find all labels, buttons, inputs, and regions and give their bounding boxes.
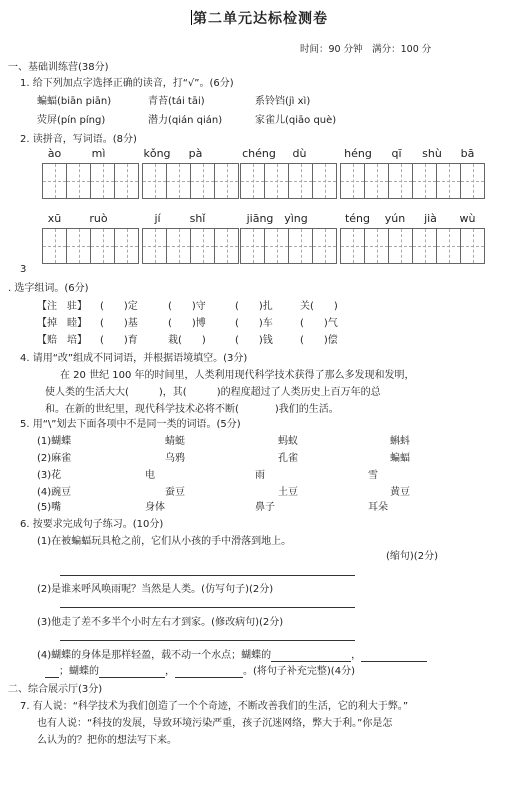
pinyin-label: dù (292, 147, 307, 160)
writing-grid[interactable] (240, 163, 337, 199)
section-2-heading: 二、综合展示厅(3分) (8, 684, 103, 695)
writing-grid[interactable] (42, 228, 139, 264)
q3-blank[interactable]: 栽( ) (168, 335, 206, 346)
answer-blank[interactable] (45, 666, 59, 678)
q5-word[interactable]: 孔雀 (278, 453, 298, 464)
q7-line: 7. 有人说：“科学技术为我们创造了一个个奇迹，不断改善我们的生活，它的利大于弊。” (20, 701, 409, 712)
q5-word[interactable]: 黄豆 (390, 487, 410, 498)
q4-line (45, 383, 381, 398)
q3-blank[interactable]: ( )守 (168, 301, 206, 312)
q5-word[interactable]: 雪 (368, 470, 378, 481)
pinyin-label: yìng (284, 212, 308, 225)
pinyin-label: jiāng (246, 212, 274, 225)
q3-number: 3 (20, 264, 27, 275)
writing-grid[interactable] (340, 228, 485, 264)
q5-word[interactable]: 电 (145, 470, 155, 481)
answer-blank[interactable] (175, 666, 243, 678)
q5-word[interactable]: (3)花 (37, 470, 62, 481)
section-1-heading: 一、基础训练营(38分) (8, 62, 109, 73)
q3-blank[interactable]: ( )博 (168, 318, 206, 329)
pinyin-label: shǐ (189, 212, 206, 225)
title-text: 第二单元达标检测卷 (193, 11, 328, 27)
answer-blank[interactable] (99, 666, 165, 678)
text-cursor (191, 10, 192, 25)
answer-line[interactable] (60, 640, 355, 641)
q1-stem: 1. 给下列加点字选择正确的读音，打“√”。(6分) (20, 78, 234, 89)
q5-word[interactable]: 蚕豆 (165, 487, 185, 498)
q5-word[interactable]: (4)豌豆 (37, 487, 72, 498)
q4-text: 使人类的生活大大( (45, 387, 129, 398)
pinyin-label: bā (460, 147, 475, 160)
q7-line: 也有人说：“科技的发展，导致环境污染严重，孩子沉迷网络，弊大于利。”你是怎 (37, 718, 393, 729)
q7-line: 么认为的？把你的想法写下来。 (37, 735, 177, 746)
pinyin-label: kǒng (143, 147, 171, 160)
q6-sentence (37, 646, 427, 662)
q3-blank[interactable]: ( )基 (100, 318, 138, 329)
q6-text: 。(将句子补充完整)(4分) (243, 666, 355, 677)
q1-item[interactable]: 蝙蝠(biān piān) (37, 96, 112, 107)
pinyin-label: jià (424, 212, 437, 225)
q4-text: )的程度超过了人类历史上百万年的总 (216, 387, 381, 398)
q5-word[interactable]: 蚂蚁 (278, 436, 298, 447)
q3-blank[interactable]: 关( ) (300, 301, 338, 312)
q5-word[interactable]: 耳朵 (368, 502, 388, 513)
q6-stem: 6. 按要求完成句子练习。(10分) (20, 519, 164, 530)
q5-word[interactable]: (2)麻雀 (37, 453, 72, 464)
q5-word[interactable]: 雨 (255, 470, 265, 481)
q3-blank[interactable]: ( )定 (100, 301, 138, 312)
q4-text: )，其( (158, 387, 187, 398)
q5-word[interactable]: 鼻子 (255, 502, 275, 513)
q6-sentence: (1)在被蝙蝠玩具枪之前，它们从小孩的手中滑落到地上。 (37, 536, 292, 547)
pinyin-label: ruò (89, 212, 108, 225)
q5-word[interactable]: (5)嘴 (37, 502, 62, 513)
q3-pair: 【赔 培】 (37, 335, 87, 346)
pinyin-label: shù (422, 147, 442, 160)
pinyin-label: xū (47, 212, 62, 225)
q1-item[interactable]: 潜力(qián qián) (148, 115, 223, 126)
q1-item[interactable]: 家雀儿(qiāo què) (255, 115, 337, 126)
q6-text: ；蝴蝶的 (59, 666, 99, 677)
q6-sentence: (2)是谁来呼风唤雨呢？当然是人类。(仿写句子)(2分) (37, 584, 274, 595)
pinyin-label: wù (459, 212, 476, 225)
q4-line (45, 400, 339, 415)
pinyin-label: mì (91, 147, 106, 160)
q3-blank[interactable]: ( )车 (235, 318, 273, 329)
answer-line[interactable] (60, 607, 355, 608)
q1-item[interactable]: 荧屏(pín píng) (37, 115, 106, 126)
q3-blank[interactable]: ( )气 (300, 318, 338, 329)
pinyin-label: chéng (242, 147, 276, 160)
q4-stem: 4. 请用“改”组成不同词语，并根据语境填空。(3分) (20, 353, 248, 364)
q5-word[interactable]: (1)蝴蝶 (37, 436, 72, 447)
q5-word[interactable]: 蜻蜓 (165, 436, 185, 447)
pinyin-label: qī (391, 147, 402, 160)
q4-line: 在 20 世纪 100 年的时间里，人类利用现代科学技术获得了那么多发现和发明， (60, 370, 415, 381)
q3-blank[interactable]: ( )偿 (300, 335, 338, 346)
q5-word[interactable]: 土豆 (278, 487, 298, 498)
q5-word[interactable]: 乌鸦 (165, 453, 185, 464)
exam-meta: 时间：90 分钟 满分：100 分 (300, 44, 432, 55)
writing-grid[interactable] (42, 163, 139, 199)
q3-blank[interactable]: ( )扎 (235, 301, 273, 312)
q5-word[interactable]: 身体 (145, 502, 165, 513)
q6-text: ， (351, 650, 362, 661)
pinyin-label: pà (188, 147, 203, 160)
pinyin-label: jí (154, 212, 161, 225)
q3-blank[interactable]: ( )钱 (235, 335, 273, 346)
answer-blank[interactable] (271, 650, 351, 662)
q6-sentence-req: (缩句)(2分) (386, 551, 438, 562)
writing-grid[interactable] (142, 163, 239, 199)
q3-blank[interactable]: ( )育 (100, 335, 138, 346)
answer-blank[interactable] (361, 650, 427, 662)
q6-sentence: (3)他走了差不多半个小时左右才到家。(修改病句)(2分) (37, 617, 284, 628)
q5-stem: 5. 用“\”划去下面各项中不是同一类的词语。(5分) (20, 419, 241, 430)
q2-stem: 2. 读拼音，写词语。(8分) (20, 134, 137, 145)
q1-item[interactable]: 系铃铛(jì xì) (255, 96, 311, 107)
writing-grid[interactable] (142, 228, 239, 264)
q6-sentence (45, 662, 355, 678)
q3-pair: 【注 驻】 (37, 301, 87, 312)
q3-pair: 【掉 睦】 (37, 318, 87, 329)
q1-item[interactable]: 青苔(tái tāi) (148, 96, 205, 107)
answer-line[interactable] (60, 575, 355, 576)
pinyin-label: yún (384, 212, 406, 225)
q4-text: 和。在新的世纪里，现代科学技术必将不断( (45, 404, 239, 415)
writing-grid[interactable] (340, 163, 485, 199)
page-title (0, 8, 519, 28)
q5-word[interactable]: 蝌蚪 (390, 436, 410, 447)
q4-text: )我们的生活。 (274, 404, 339, 415)
q6-text: (4)蝴蝶的身体是那样轻盈，载不动一个水点；蝴蝶的 (37, 650, 272, 661)
q6-text: ， (165, 666, 175, 677)
pinyin-label: héng (344, 147, 372, 160)
pinyin-label: téng (344, 212, 371, 225)
q5-word[interactable]: 蝙蝠 (390, 453, 410, 464)
q3-stem: . 选字组词。(6分) (8, 283, 89, 294)
pinyin-label: ào (47, 147, 62, 160)
writing-grid[interactable] (240, 228, 337, 264)
